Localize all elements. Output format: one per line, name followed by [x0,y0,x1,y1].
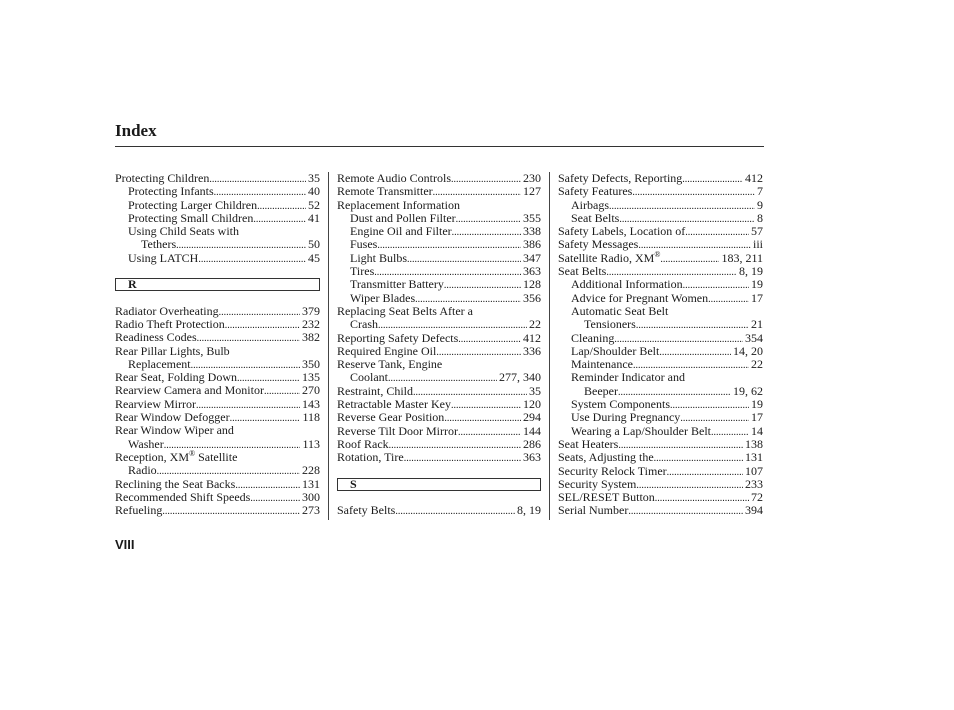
page-reference: 354 [745,330,763,345]
page-reference: 72 [751,490,763,505]
index-entry [337,238,541,251]
page-reference: 412 [745,171,763,185]
entry-label: Remote Audio Controls [337,171,451,185]
entry-label: Advice for Pregnant Women [571,290,709,305]
entry-label: Beeper [584,383,618,398]
dot-leader [389,439,521,452]
index-entry [337,225,541,238]
dot-leader [682,173,743,186]
entry-label: Recommended Shift Speeds [115,489,251,504]
page-reference: 273 [302,503,320,518]
page-reference: 40 [308,184,320,199]
page-reference: 21 [751,317,763,332]
page-reference: 118 [302,410,320,425]
page-reference: 120 [523,397,541,412]
index-entry [337,278,541,291]
page-reference: 379 [302,303,320,318]
page-reference: 138 [745,436,763,451]
entry-label: Cleaning [571,330,615,345]
page-reference: 128 [523,277,541,292]
entry-label: Radio [128,463,157,478]
entry-label: Using Child Seats with [128,224,240,239]
entry-label: Seats, Adjusting the [558,450,654,465]
index-entry-continued [558,305,763,318]
index-entry [558,199,763,212]
entry-label: Lap/Shoulder Belt [571,343,660,358]
entry-label: Reverse Tilt Door Mirror [337,423,458,438]
index-entry [115,172,320,185]
page-reference: 143 [302,396,320,411]
index-entry [337,172,541,185]
entry-label: Reclining the Seat Backs [115,476,236,491]
index-entry [337,332,541,345]
entry-label: Protecting Small Children [128,210,254,225]
entry-label: Serial Number [558,503,629,518]
page-reference: 19 [751,397,763,412]
entry-label: Using LATCH [128,250,199,265]
page-reference: 35 [308,171,320,185]
index-entry [115,398,320,411]
page-reference: 363 [523,450,541,465]
entry-label: Safety Features [558,184,633,199]
page-reference: 233 [745,476,763,491]
entry-label: System Components [571,397,671,412]
page-reference: 228 [302,463,320,478]
index-entry [337,265,541,278]
entry-label: Radio Theft Protection [115,316,225,331]
dot-leader [436,346,521,359]
page-reference: 382 [302,330,320,345]
index-entry [115,358,320,371]
spacer [337,465,541,478]
entry-label: Replacement [128,356,191,371]
dot-leader [628,505,743,518]
index-entry [337,318,541,331]
page-reference: iii [752,237,763,252]
dot-leader [655,492,749,505]
index-entry-continued [337,358,541,371]
dot-leader [230,412,301,425]
dot-leader [198,253,306,266]
entry-label: Rearview Camera and Monitor [115,383,264,398]
index-entry [337,185,541,198]
entry-label: Safety Messages [558,237,639,252]
entry-label: Rear Window Wiper and [115,423,234,438]
entry-label: Seat Belts [571,210,620,225]
entry-label: Airbags [571,197,609,212]
entry-label: Washer [128,436,164,451]
page-reference: 127 [523,184,541,199]
page-reference: 57 [751,224,763,239]
index-entry [115,238,320,251]
page-reference: 363 [523,264,541,279]
index-entry [558,425,763,438]
index-entry [337,345,541,358]
entry-label: Safety Labels, Location of [558,224,686,239]
entry-label: Seat Belts [558,264,607,279]
dot-leader [250,492,300,505]
entry-label: Remote Transmitter [337,184,433,199]
index-entry [115,318,320,331]
entry-label: Readiness Codes [115,330,197,345]
index-entry [337,398,541,411]
page-reference: 52 [308,197,320,212]
index-entry [337,371,541,384]
page-reference: 347 [523,250,541,265]
index-entry [337,425,541,438]
entry-label: Tires [350,264,375,279]
index-entry [337,504,541,517]
spacer [115,291,320,304]
index-entry-continued [558,371,763,384]
page-reference: 183, 211 [721,250,763,265]
column-divider [549,172,550,520]
dot-leader [257,200,306,213]
entry-label: Reception, XM® Satellite [115,448,238,464]
index-entry [558,345,763,358]
entry-label: Rear Pillar Lights, Bulb [115,343,230,358]
entry-label: Crash [350,317,378,332]
entry-label: Reserve Tank, Engine [337,357,443,372]
dot-leader [162,505,300,518]
page-reference: 45 [308,250,320,265]
entry-label: Tensioners [584,317,636,332]
entry-label: Reporting Safety Defects [337,330,459,345]
entry-label: Safety Defects, Reporting [558,171,683,185]
index-entry [558,398,763,411]
index-entry [558,332,763,345]
dot-leader [456,213,521,226]
entry-label: Safety Belts [337,503,396,518]
dot-leader [451,173,521,186]
dot-leader [654,452,743,465]
page-reference: 232 [302,316,320,331]
entry-label: Security Relock Timer [558,463,667,478]
index-entry [558,438,763,451]
entry-label: Coolant [350,370,388,385]
dot-leader [632,186,755,199]
index-entry [337,438,541,451]
dot-leader [708,293,749,306]
index-entry [558,185,763,198]
entry-label: Radiator Overheating [115,303,219,318]
entry-label: Use During Pregnancy [571,410,681,425]
index-entry [115,438,320,451]
dot-leader [636,319,749,332]
page-reference: 19, 62 [733,383,763,398]
index-entry-continued [115,424,320,437]
page-reference: 9 [757,197,763,212]
page-reference: 107 [745,463,763,478]
dot-leader [458,426,521,439]
page-reference: 386 [523,237,541,252]
page-reference: 230 [523,171,541,185]
entry-label: Replacement Information [337,197,460,212]
entry-label: Light Bulbs [350,250,408,265]
page-reference: 41 [308,210,320,225]
page-reference: 35 [529,383,541,398]
index-entry [115,491,320,504]
entry-label: Wearing a Lap/Shoulder Belt [571,423,711,438]
page-reference: 356 [523,290,541,305]
entry-label: Additional Information [571,277,683,292]
index-entry [558,249,763,265]
page-reference: 135 [302,370,320,385]
page-title: Index [115,121,157,140]
entry-label: Rear Seat, Folding Down [115,370,237,385]
index-entry [558,451,763,464]
page-reference: 338 [523,224,541,239]
page-reference: 113 [302,436,320,451]
page-reference: 394 [745,503,763,518]
dot-leader [670,399,749,412]
index-entry [115,384,320,397]
page-reference: 8, 19 [517,503,541,518]
index-entry [558,238,763,251]
column-divider [328,172,329,520]
entry-label: SEL/RESET Button [558,490,655,505]
dot-leader [711,426,749,439]
index-entry [558,478,763,491]
page-reference: 50 [308,237,320,252]
entry-label: Reverse Gear Position [337,410,445,425]
page-reference: 412 [523,330,541,345]
page-reference: 14 [751,423,763,438]
page-number: VIII [115,537,135,552]
index-entry [115,504,320,517]
index-entry [115,478,320,491]
entry-label: Protecting Infants [128,184,214,199]
entry-label: Rearview Mirror [115,396,196,411]
page-reference: 8, 19 [739,264,763,279]
index-entry [337,411,541,424]
entry-label: Protecting Larger Children [128,197,258,212]
page-reference: 7 [757,184,763,199]
index-entry [558,504,763,517]
page-reference: 270 [302,383,320,398]
index-entry [337,252,541,265]
section-letter-header: R [115,278,320,291]
page-reference: 131 [302,476,320,491]
page-reference: 294 [523,410,541,425]
entry-label: Protecting Children [115,171,210,185]
dot-leader [660,253,719,266]
entry-label: Dust and Pollen Filter [350,210,456,225]
entry-label: Fuses [350,237,378,252]
dot-leader [219,306,300,319]
page-reference: 286 [523,436,541,451]
dot-leader [264,385,300,398]
index-entry [115,411,320,424]
entry-label: Restraint, Child [337,383,413,398]
entry-label: Maintenance [571,357,633,372]
index-entry [115,252,320,265]
index-entry [115,212,320,225]
index-entry [558,212,763,225]
index-entry [558,465,763,478]
index-entry [558,225,763,238]
index-entry-continued [115,225,320,238]
index-entry [558,491,763,504]
entry-label: Automatic Seat Belt [571,303,669,318]
index-entry [558,172,763,185]
entry-label: Required Engine Oil [337,343,437,358]
dot-leader [404,452,521,465]
entry-label: Roof Rack [337,436,389,451]
entry-label: Rotation, Tire [337,450,404,465]
index-entry [115,199,320,212]
page-reference: 17 [751,410,763,425]
index-entry [115,331,320,344]
index-entry [558,318,763,331]
page-reference: 19 [751,277,763,292]
dot-leader [444,279,521,292]
index-entry [115,464,320,477]
title-rule [115,146,764,147]
index-entry [115,305,320,318]
index-entry [558,358,763,371]
page-reference: 22 [529,317,541,332]
index-entry [337,292,541,305]
dot-leader [395,505,515,518]
page-reference: 17 [751,290,763,305]
dot-leader [407,253,521,266]
entry-label: Retractable Master Key [337,397,451,412]
entry-label: Engine Oil and Filter [350,224,452,239]
dot-leader [225,319,300,332]
index-entry [337,385,541,398]
entry-label: Tethers [141,237,177,252]
dot-leader [209,173,306,186]
page-reference: 336 [523,343,541,358]
dot-leader [451,399,521,412]
index-entry [115,185,320,198]
spacer [115,265,320,278]
entry-label: Reminder Indicator and [571,370,685,385]
page-reference: 131 [745,450,763,465]
entry-label: Transmitter Battery [350,277,444,292]
spacer [337,491,541,504]
index-entry [115,371,320,384]
page-reference: 350 [302,356,320,371]
dot-leader [609,200,755,213]
index-entry [558,411,763,424]
index-entry [558,292,763,305]
dot-leader [659,346,731,359]
index-entry [558,385,763,398]
index-entry-continued [115,345,320,358]
entry-label: Seat Heaters [558,436,619,451]
dot-leader [253,213,306,226]
dot-leader [667,466,743,479]
page-reference: 14, 20 [733,343,763,358]
dot-leader [452,226,521,239]
entry-label: Rear Window Defogger [115,410,230,425]
index-entry [337,212,541,225]
dot-leader [685,226,749,239]
entry-label: Satellite Radio, XM® [558,249,661,265]
page-reference: 355 [523,210,541,225]
page-reference: 8 [757,210,763,225]
index-entry [337,451,541,464]
dot-leader [458,333,521,346]
index-entry [558,265,763,278]
entry-label: Refueling [115,503,163,518]
page-reference: 300 [302,489,320,504]
entry-label: Security System [558,476,637,491]
page-reference: 144 [523,423,541,438]
index-column-3 [558,172,763,518]
index-entry-continued [337,199,541,212]
index-entry-continued [337,305,541,318]
index-column-1 [115,172,320,517]
index-entry-continued [115,448,320,464]
page-reference: 277, 340 [499,370,541,385]
entry-label: Wiper Blades [350,290,416,305]
index-column-2 [337,172,541,517]
page-reference: 22 [751,357,763,372]
index-entry [558,278,763,291]
entry-label: Replacing Seat Belts After a [337,303,473,318]
section-letter-header: S [337,478,541,491]
